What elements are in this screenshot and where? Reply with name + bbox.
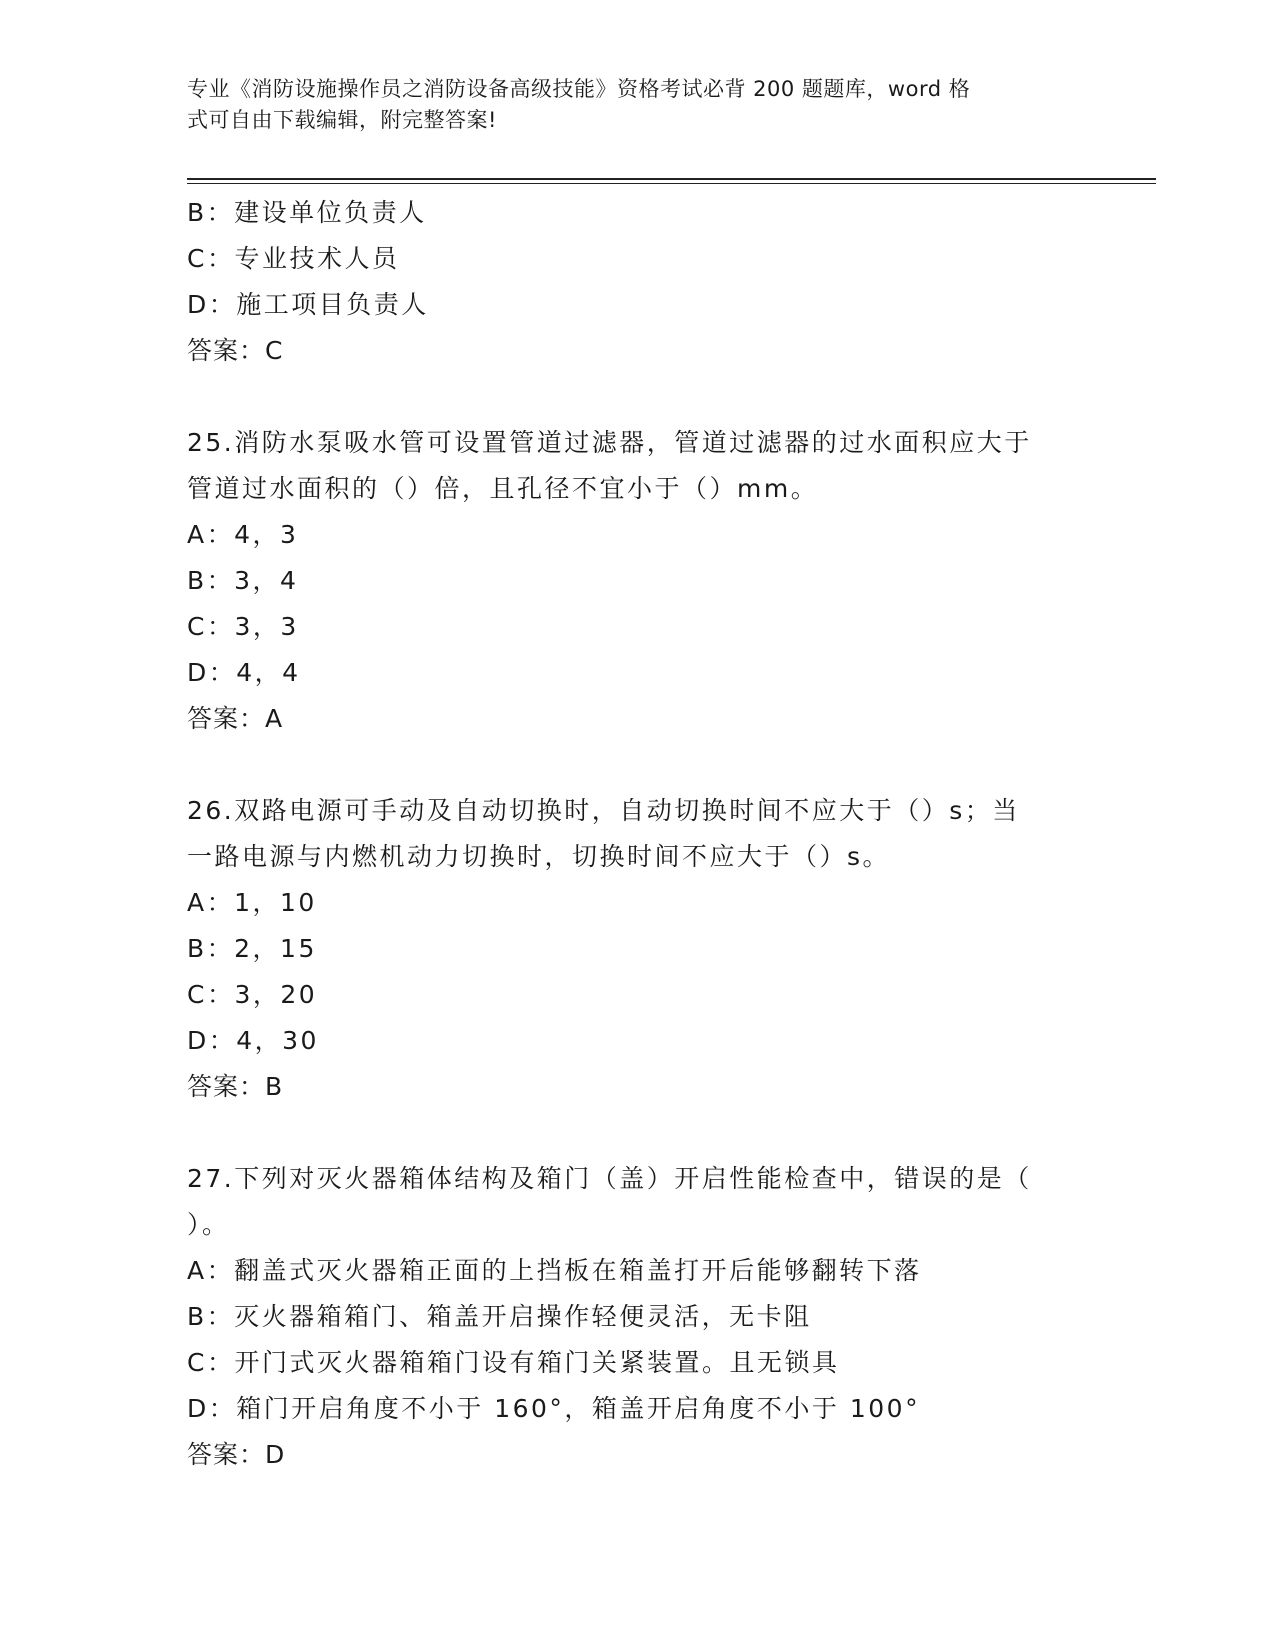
option-d: D：箱门开启角度不小于 160°，箱盖开启角度不小于 100°	[187, 1394, 921, 1423]
question-stem-line-2: ）。	[187, 1210, 230, 1239]
answer-line: 答案：B	[187, 1072, 284, 1101]
option-b: B：建设单位负责人	[187, 198, 427, 227]
option-d: D：4，30	[187, 1026, 319, 1055]
option-c: C：专业技术人员	[187, 244, 400, 273]
option-b: B：3，4	[187, 566, 299, 595]
option-a: A：4，3	[187, 520, 299, 549]
option-b: B：2，15	[187, 934, 317, 963]
question-25	[187, 420, 1087, 742]
question-stem-line-1: 27.下列对灭火器箱体结构及箱门（盖）开启性能检查中，错误的是（	[187, 1164, 1032, 1193]
option-b: B：灭火器箱箱门、箱盖开启操作轻便灵活，无卡阻	[187, 1302, 812, 1331]
option-c: C：3，20	[187, 980, 318, 1009]
answer-line: 答案：A	[187, 704, 284, 733]
header-line-1: 专业《消防设施操作员之消防设备高级技能》资格考试必背 200 题题库，word 格	[187, 77, 971, 101]
question-24-continued	[187, 190, 1087, 374]
question-26	[187, 788, 1087, 1110]
question-stem-line-1: 26.双路电源可手动及自动切换时，自动切换时间不应大于（）s；当	[187, 796, 1020, 825]
document-header	[187, 74, 1087, 136]
question-stem-line-2: 管道过水面积的（）倍，且孔径不宜小于（）mm。	[187, 474, 819, 503]
question-content	[187, 190, 1087, 1478]
header-line-2: 式可自由下载编辑，附完整答案!	[187, 108, 497, 132]
question-stem-line-1: 25.消防水泵吸水管可设置管道过滤器，管道过滤器的过水面积应大于	[187, 428, 1032, 457]
header-divider-thin	[187, 183, 1156, 184]
option-d: D：4，4	[187, 658, 301, 687]
question-stem-line-2: 一路电源与内燃机动力切换时，切换时间不应大于（）s。	[187, 842, 891, 871]
answer-line: 答案：C	[187, 336, 284, 365]
option-c: C：3，3	[187, 612, 299, 641]
header-divider-thick	[187, 178, 1156, 180]
option-d: D：施工项目负责人	[187, 290, 429, 319]
answer-line: 答案：D	[187, 1440, 286, 1469]
question-27	[187, 1156, 1087, 1478]
option-a: A：翻盖式灭火器箱正面的上挡板在箱盖打开后能够翻转下落	[187, 1256, 922, 1285]
option-a: A：1，10	[187, 888, 317, 917]
option-c: C：开门式灭火器箱箱门设有箱门关紧装置。且无锁具	[187, 1348, 840, 1377]
